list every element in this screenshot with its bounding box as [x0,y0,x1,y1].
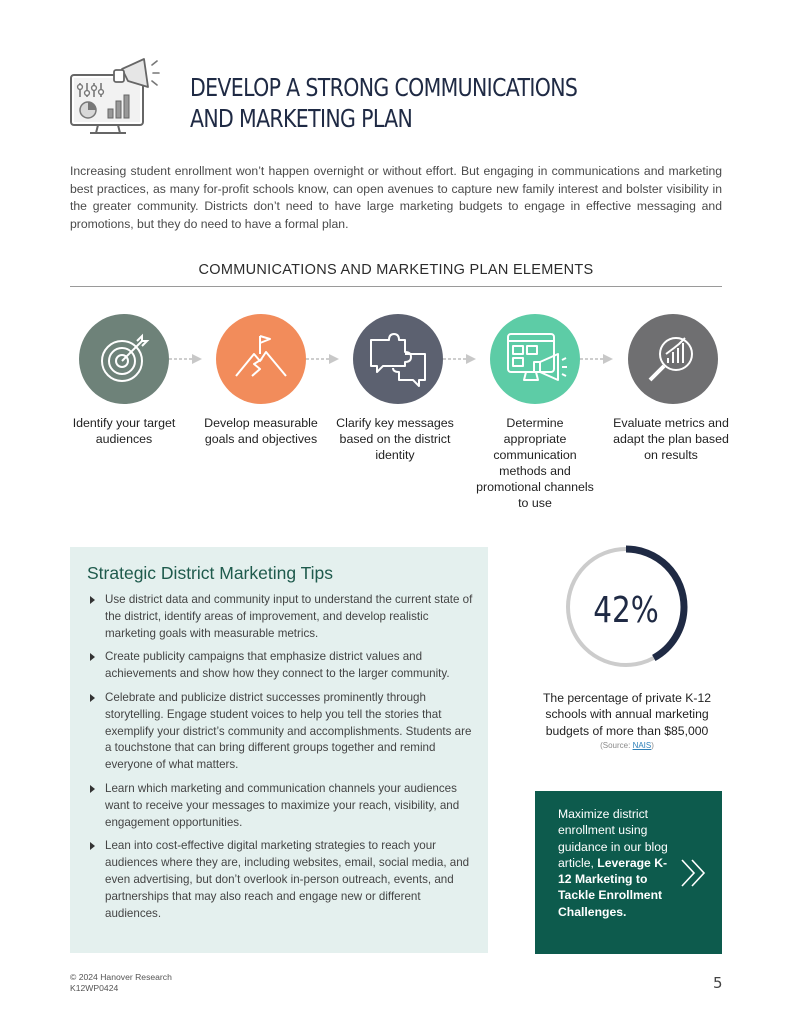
puzzle-speech-icon [353,314,443,404]
tip-text: Learn which marketing and communication channels your audiences want to receive your messages to maximize your reach, visibility, and engagement opportunities. [105,781,460,829]
step-circle-1 [79,314,169,404]
page-number: 5 [713,974,723,992]
target-icon [79,314,169,404]
tip-text: Create publicity campaigns that emphasize district values and achievements and show how they connect to the larger community. [105,650,450,681]
triangle-bullet-icon [90,785,95,793]
tip-item [88,592,473,642]
step-connector-3 [443,354,477,364]
tips-title: Strategic District Marketing Tips [87,563,334,583]
marketing-dashboard-icon [68,57,160,137]
step-label-4: Determine appropriate communication methods and promotional channels to use [476,416,594,510]
step-connector-2 [306,354,340,364]
copyright-text: © 2024 Hanover Research [70,972,172,982]
page-title-line-2: AND MARKETING PLAN [190,104,413,133]
section-heading: COMMUNICATIONS AND MARKETING PLAN ELEMENTS [198,262,594,278]
stat-ring-gauge [563,544,689,670]
tip-item [88,690,473,774]
triangle-bullet-icon [90,596,95,604]
page-title-line-1: DEVELOP A STRONG COMMUNICATIONS [190,73,578,102]
triangle-bullet-icon [90,694,95,702]
intro-paragraph: Increasing student enrollment won’t happen overnight or without effort. But engaging in communications and marketing best practices, as many for-profit schools know, can open avenues to capture new family interest and bolster visibility in the greater community. Districts don’t need to have large marketing budgets to engage in effective messaging and promotions, but they do need to have a formal plan. [70,164,722,231]
magnifier-chart-icon [628,314,718,404]
tip-text: Use district data and community input to understand the current state of the district, identify areas of improvement, and develop realistic marketing goals with measurable metrics. [105,593,473,640]
callout-plain-text: Maximize district enrollment using guidance in our blog article, [558,807,668,870]
step-circle-3 [353,314,443,404]
source-link[interactable]: NAIS [632,741,652,750]
tip-item [88,649,473,683]
tip-item [88,838,473,922]
page-title [190,72,600,134]
tip-text: Celebrate and publicize district successes prominently through storytelling. Engage student voices to help you tell the stories that exemplify your district’s community and accomplishments. Students are a touchstone that can bring different groups together and remind everyone of what matters. [105,690,472,772]
screen-megaphone-icon [490,314,580,404]
step-label-1: Identify your target audiences [72,416,176,446]
step-label-5: Evaluate metrics and adapt the plan based on results [613,416,729,462]
section-divider [70,286,722,287]
step-circle-5 [628,314,718,404]
footer-copyright [70,972,172,994]
tips-list [88,592,473,929]
blog-article-link[interactable]: Leverage K-12 Marketing to Tackle Enrollment Challenges. [558,855,668,919]
triangle-bullet-icon [90,842,95,850]
step-circle-2 [216,314,306,404]
step-label-2: Develop measurable goals and objectives [204,416,318,446]
step-connector-4 [580,354,614,364]
source-prefix: (Source: [600,741,633,750]
tip-text: Lean into cost-effective digital marketing strategies to reach your audiences where they are, including websites, email, social media, and even advertising, but don’t overlook in-person outreach, events, and partnerships that may also reach and engage new or different audiences. [105,839,470,920]
callout-text [558,806,676,920]
triangle-bullet-icon [90,653,95,661]
double-chevron-right-icon[interactable] [679,857,709,889]
mountain-flag-icon [216,314,306,404]
document-code: K12WP0424 [70,983,119,993]
step-connector-1 [169,354,203,364]
tip-item [88,781,473,831]
source-suffix: ) [651,741,654,750]
step-label-3: Clarify key messages based on the district identity [336,416,454,462]
stat-value: 42% [593,588,659,631]
step-circle-4 [490,314,580,404]
stat-caption: The percentage of private K-12 schools with annual marketing budgets of more than $85,000 [542,691,712,738]
stat-source [531,741,723,750]
